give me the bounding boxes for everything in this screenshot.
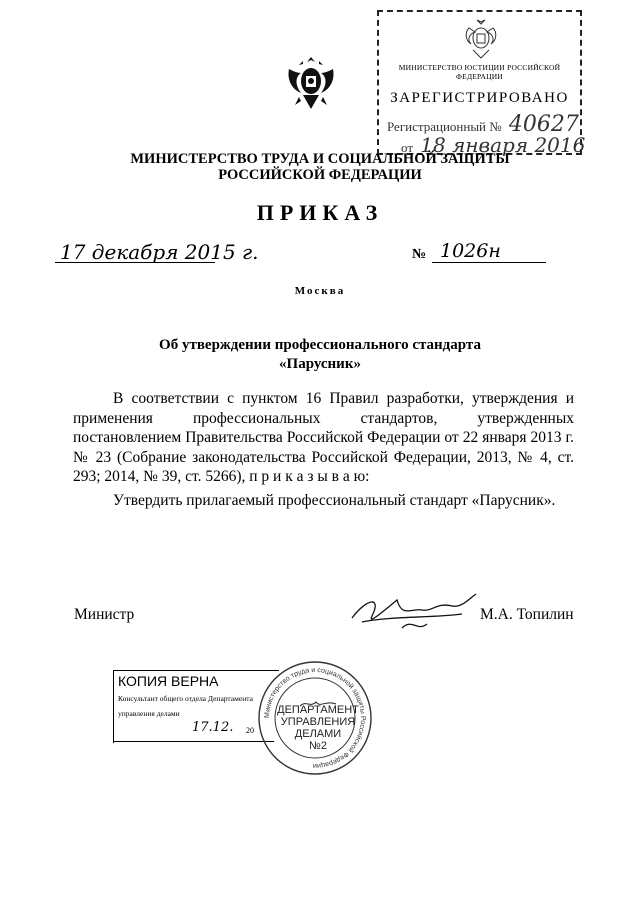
coat-of-arms-icon — [285, 55, 337, 115]
copy-stamp-year-prefix: 20 — [246, 726, 254, 735]
body-paragraph: В соответствии с пунктом 16 Правил разработки, утверждения и применения профессиональных стандартов, утвержденных постановлением Правительства Российской Федерации от 22 января 2013 г. № 23 (Собрание законодательства Российской Федерации, 2013, № 4, ст. 293; 2014, № 39, ст. 5266), п р и к а з ы в а ю: — [73, 390, 574, 486]
order-number: 1026н — [440, 240, 501, 262]
handwritten-signature — [342, 588, 482, 638]
registration-stamp — [377, 10, 586, 157]
city-name: Москва — [294, 285, 346, 297]
seal-ring-text: Министерство труда и социальной защиты Российской Федерации — [263, 666, 367, 770]
copy-stamp-underline — [114, 741, 274, 742]
copy-stamp-department: управления делами — [118, 709, 180, 718]
stamp-ministry-name: МИНИСТЕРСТВО ЮСТИЦИИ РОССИЙСКОЙ ФЕДЕРАЦИИ — [398, 63, 561, 81]
order-paragraph: Утвердить прилагаемый профессиональный стандарт «Парусник». — [113, 492, 556, 509]
stamp-number-value: 40627 — [508, 112, 579, 137]
stamp-registered-title: ЗАРЕГИСТРИРОВАНО — [390, 90, 569, 106]
number-underline — [432, 262, 546, 263]
signer-position: Министр — [74, 606, 135, 623]
order-number-sign: № — [412, 247, 427, 262]
ministry-title-line2: РОССИЙСКОЙ ФЕДЕРАЦИИ — [218, 167, 422, 183]
stamp-date-value: 18 января 2016 — [420, 133, 586, 157]
coat-of-arms-icon — [457, 18, 505, 62]
seal-department-line4: №2 — [309, 740, 327, 752]
stamp-date-label: от — [401, 140, 414, 155]
stamp-number-label: Регистрационный № — [387, 119, 502, 134]
document-type: ПРИКАЗ — [256, 200, 384, 225]
ministry-title-line1: МИНИСТЕРСТВО ТРУДА И СОЦИАЛЬНОЙ ЗАЩИТЫ — [130, 151, 510, 167]
seal-department-line1: ДЕПАРТАМЕНТ — [277, 704, 359, 716]
order-date: 17 декабря 2015 г. — [60, 240, 259, 264]
copy-stamp-date: 17.12. — [192, 720, 234, 735]
subject-line1: Об утверждении профессионального стандарта — [159, 337, 481, 353]
copy-stamp-position: Консультант общего отдела Департамента — [118, 694, 253, 703]
subject-line2: «Парусник» — [279, 356, 361, 372]
date-underline — [55, 262, 215, 263]
seal-department-line2: УПРАВЛЕНИЯ — [280, 716, 356, 728]
copy-stamp-title: КОПИЯ ВЕРНА — [118, 673, 219, 689]
seal-department-line3: ДЕЛАМИ — [294, 728, 342, 740]
signer-name: М.А. Топилин — [480, 606, 574, 623]
